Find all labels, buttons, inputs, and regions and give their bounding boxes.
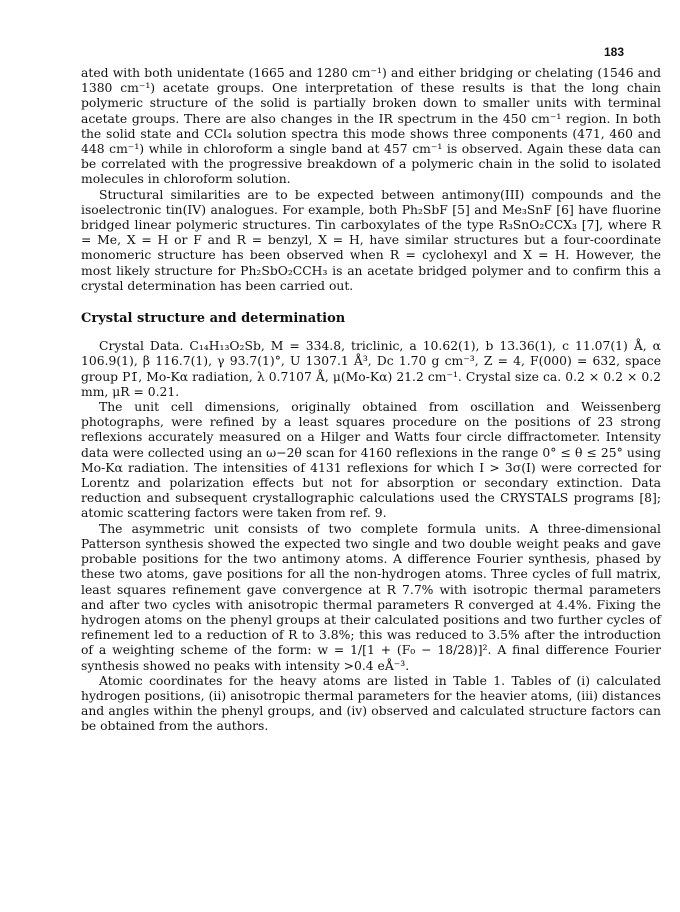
spacer (81, 294, 661, 311)
spacer (81, 326, 661, 339)
paragraph-atomic-coordinates: Atomic coordinates for the heavy atoms are listed in Table 1. Tables of (i) calculated hydrogen positions, (ii) anisotropic thermal parameters for the heavier atoms, (iii) distances and angles within the phenyl groups, and (iv) observed and calculated structure factors can be obtained from the authors. (81, 673, 661, 734)
text-column (81, 66, 661, 735)
paragraph-structural-similarities: Structural similarities are to be expected between antimony(III) compounds and the isoelectronic tin(IV) analogues. For example, both Ph₂SbF [5] and Me₃SnF [6] have fluorine bridged linear polymeric structures. Tin carboxylates of the type R₃SnO₂CCX₃ [7], where R = Me, X = H or F and R = benzyl, X = H, have similar structures but a four-coordinate monomeric structure has been observed when R = cyclohexyl and X = H. However, the most likely structure for Ph₂SbO₂CCH₃ is an acetate bridged polymer and to confirm this a crystal determination has been carried out. (81, 187, 661, 293)
paragraph-asymmetric-unit: The asymmetric unit consists of two complete formula units. A three-dimensional Patterson synthesis showed the expected two single and two double weight peaks and gave probable positions for the two antimony atoms. A difference Fourier synthesis, phased by these two atoms, gave positions for all the non-hydrogen atoms. Three cycles of full matrix, least squares refinement gave convergence at R 7.7% with isotropic thermal parameters and after two cycles with anisotropic thermal parameters R converged at 4.4%. Fixing the hydrogen atoms on the phenyl groups at their calculated positions and two further cycles of refinement led to a reduction of R to 3.8%; this was reduced to 3.5% after the introduction of a weighting scheme of the form: w = 1/[1 + (F₀ − 18/28)]². A final difference Fourier synthesis showed no peaks with intensity >0.4 eÅ⁻³. (81, 521, 661, 673)
paragraph-ir-results: ated with both unidentate (1665 and 1280 cm⁻¹) and either bridging or chelating (1546 and 1380 cm⁻¹) acetate groups. One interpretation of these results is that the long chain polymeric structure of the solid is partially broken down to smaller units with terminal acetate groups. There are also changes in the IR spectrum in the 450 cm⁻¹ region. In both the solid state and CCl₄ solution spectra this mode shows three components (471, 460 and 448 cm⁻¹) while in chloroform a single band at 457 cm⁻¹ is observed. Again these data can be correlated with the progressive breakdown of a polymeric chain in the solid to isolated molecules in chloroform solution. (81, 66, 661, 187)
paragraph-unit-cell: The unit cell dimensions, originally obtained from oscillation and Weissenberg photographs, were refined by a least squares procedure on the positions of 23 strong reflexions accurately measured on a Hilger and Watts four circle diffractometer. Intensity data were collected using an ω−2θ scan for 4160 reflexions in the range 0° ≤ θ ≤ 25° using Mo-Kα radiation. The intensities of 4131 reflexions for which I > 3σ(I) were corrected for Lorentz and polarization effects but not for absorption or secondary extinction. Data reduction and subsequent crystallographic calculations used the CRYSTALS programs [8]; atomic scattering factors were taken from ref. 9. (81, 400, 661, 521)
paragraph-crystal-data: Crystal Data. C₁₄H₁₃O₂Sb, M = 334.8, triclinic, a 10.62(1), b 13.36(1), c 11.07(1) Å, α 106.9(1), β 116.7(1), γ 93.7(1)°, U 1307.1 Å³, Dc 1.70 g cm⁻³, Z = 4, F(000) = 632, space group P1̄, Mo-Kα radiation, λ 0.7107 Å, μ(Mo-Kα) 21.2 cm⁻¹. Crystal size ca. 0.2 × 0.2 × 0.2 mm, μR = 0.21. (81, 339, 661, 399)
page-number: 183 (603, 45, 624, 59)
section-heading: Crystal structure and determination (81, 311, 346, 327)
